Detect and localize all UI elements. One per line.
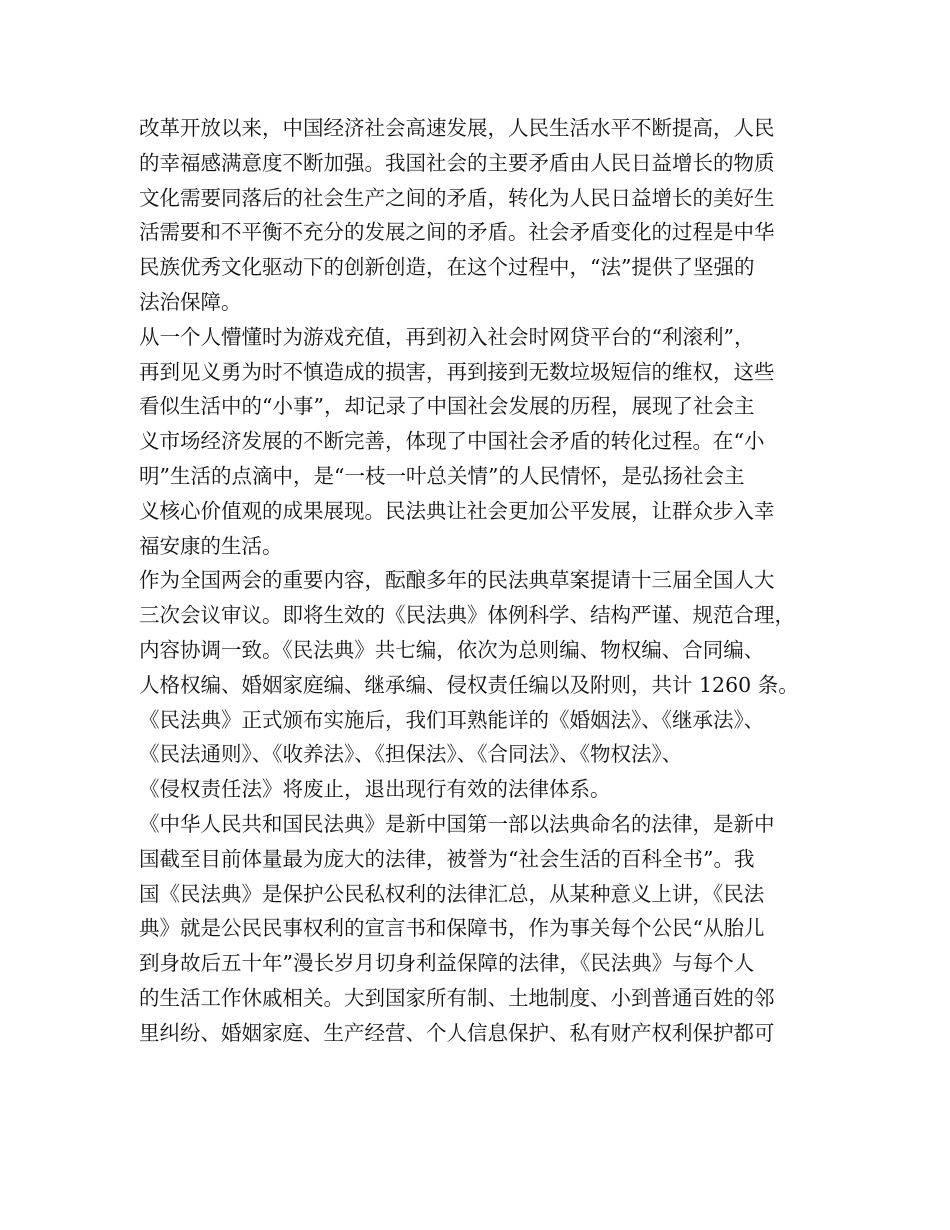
document-body xyxy=(139,111,819,1051)
text-line: 再到见义勇为时不慎造成的损害，再到接到无数垃圾短信的维权，这些 xyxy=(139,359,775,384)
text-line: 人格权编、婚姻家庭编、继承编、侵权责任编以及附则，共计 1260 条。 xyxy=(139,672,799,697)
text-line: 的生活工作休戚相关。大到国家所有制、土地制度、小到普通百姓的邻 xyxy=(139,985,775,1010)
text-line: 国截至目前体量最为庞大的法律，被誉为“社会生活的百科全书”。我 xyxy=(139,846,755,871)
text-line: 典》就是公民民事权利的宣言书和保障书，作为事关每个公民“从胎儿 xyxy=(139,916,765,941)
text-line: 国《民法典》是保护公民私权利的法律汇总，从某种意义上讲，《民法 xyxy=(139,881,765,906)
text-line: 内容协调一致。《民法典》共七编，依次为总则编、物权编、合同编、 xyxy=(139,637,765,662)
text-line: 文化需要同落后的社会生产之间的矛盾，转化为人民日益增长的美好生 xyxy=(139,185,775,210)
text-line: 改革开放以来，中国经济社会高速发展，人民生活水平不断提高，人民 xyxy=(139,116,775,140)
text-line: 《侵权责任法》将废止，退出现行有效的法律体系。 xyxy=(139,777,611,802)
text-line: 到身故后五十年”漫长岁月切身利益保障的法律，《民法典》与每个人 xyxy=(139,951,755,976)
text-line: 从一个人懵懂时为游戏充值，再到初入社会时网贷平台的“利滚利”， xyxy=(139,324,755,349)
text-line: 义核心价值观的成果展现。民法典让社会更加公平发展，让群众步入幸 xyxy=(139,498,775,523)
text-line: 义市场经济发展的不断完善，体现了中国社会矛盾的转化过程。在“小 xyxy=(139,429,765,454)
text-line: 《民法典》正式颁布实施后，我们耳熟能详的《婚姻法》、《继承法》、 xyxy=(139,707,765,732)
text-line: 福安康的生活。 xyxy=(139,533,283,558)
text-line: 里纠纷、婚姻家庭、生产经营、个人信息保护、私有财产权利保护都可 xyxy=(139,1020,775,1045)
text-line: 法治保障。 xyxy=(139,289,242,314)
text-line: 活需要和不平衡不充分的发展之间的矛盾。社会矛盾变化的过程是中华 xyxy=(139,220,775,245)
text-line: 的幸福感满意度不断加强。我国社会的主要矛盾由人民日益增长的物质 xyxy=(139,150,775,175)
text-line: 《中华人民共和国民法典》是新中国第一部以法典命名的法律，是新中 xyxy=(139,811,775,836)
text-line: 三次会议审议。即将生效的《民法典》体例科学、结构严谨、规范合理， xyxy=(139,603,795,628)
text-line: 《民法通则》、《收养法》、《担保法》、《合同法》、《物权法》、 xyxy=(139,742,683,767)
text-line: 看似生活中的“小事”，却记录了中国社会发展的历程，展现了社会主 xyxy=(139,394,755,419)
text-line: 民族优秀文化驱动下的创新创造，在这个过程中，“法”提供了坚强的 xyxy=(139,255,755,280)
text-line: 明”生活的点滴中，是“一枝一叶总关情”的人民情怀，是弘扬社会主 xyxy=(139,463,745,488)
text-line: 作为全国两会的重要内容，酝酿多年的民法典草案提请十三届全国人大 xyxy=(139,568,775,593)
